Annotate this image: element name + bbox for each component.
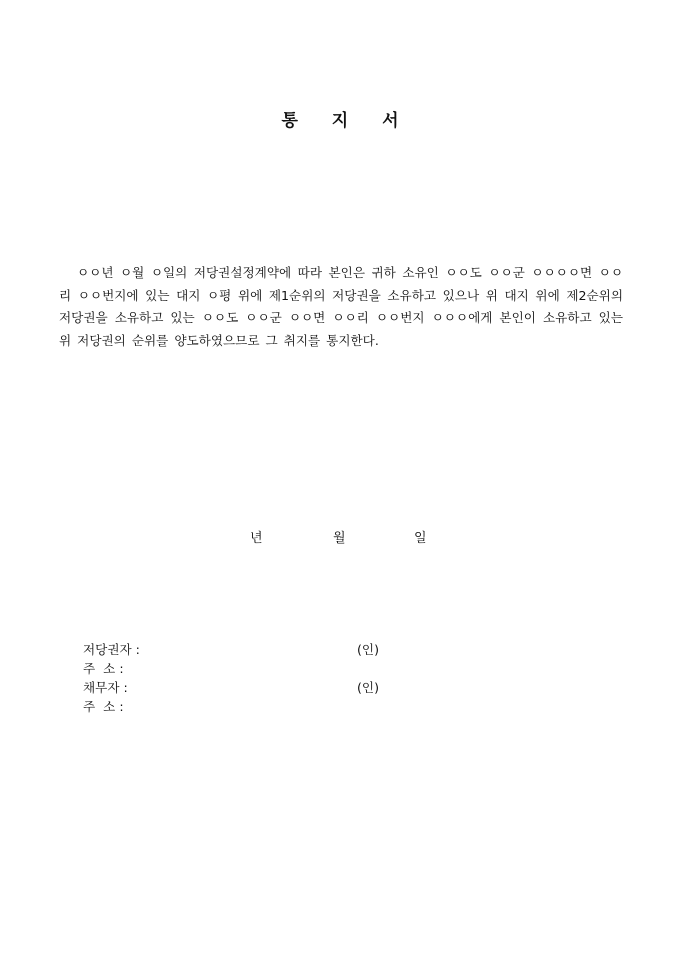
debtor-row	[83, 678, 483, 697]
debtor-seal: (인)	[357, 680, 379, 695]
date-month-label: 월	[333, 531, 346, 546]
debtor-label: 채무자 :	[83, 680, 128, 695]
mortgagee-label: 저당권자 :	[83, 642, 140, 657]
mortgagee-address-row	[83, 659, 483, 678]
document-title: 통 지 서	[281, 111, 399, 131]
date-year-label: 년	[250, 531, 263, 546]
mortgagee-seal: (인)	[357, 642, 379, 657]
debtor-address-label: 주 소 :	[83, 699, 124, 714]
signature-block	[83, 640, 483, 716]
debtor-address-row	[83, 697, 483, 716]
mortgagee-address-label: 주 소 :	[83, 661, 124, 676]
mortgagee-row	[83, 640, 483, 659]
date-day-label: 일	[414, 531, 427, 546]
document-body: ㅇㅇ년 ㅇ월 ㅇ일의 저당권설정계약에 따라 본인은 귀하 소유인 ㅇㅇ도 ㅇㅇ군 ㅇㅇㅇㅇ면 ㅇㅇ리 ㅇㅇ번지에 있는 대지 ㅇ평 위에 제1순위의 저당권을 소유하고 있으나 위 대지 위에 제2순위의 저당권을 소유하고 있는 ㅇㅇ도 ㅇㅇ군 ㅇㅇ면 ㅇㅇ리 ㅇㅇ번지 ㅇㅇㅇ에게 본인이 소유하고 있는 위 저당권의 순위를 양도하였으므로 그 취지를 통지한다.	[59, 265, 623, 348]
